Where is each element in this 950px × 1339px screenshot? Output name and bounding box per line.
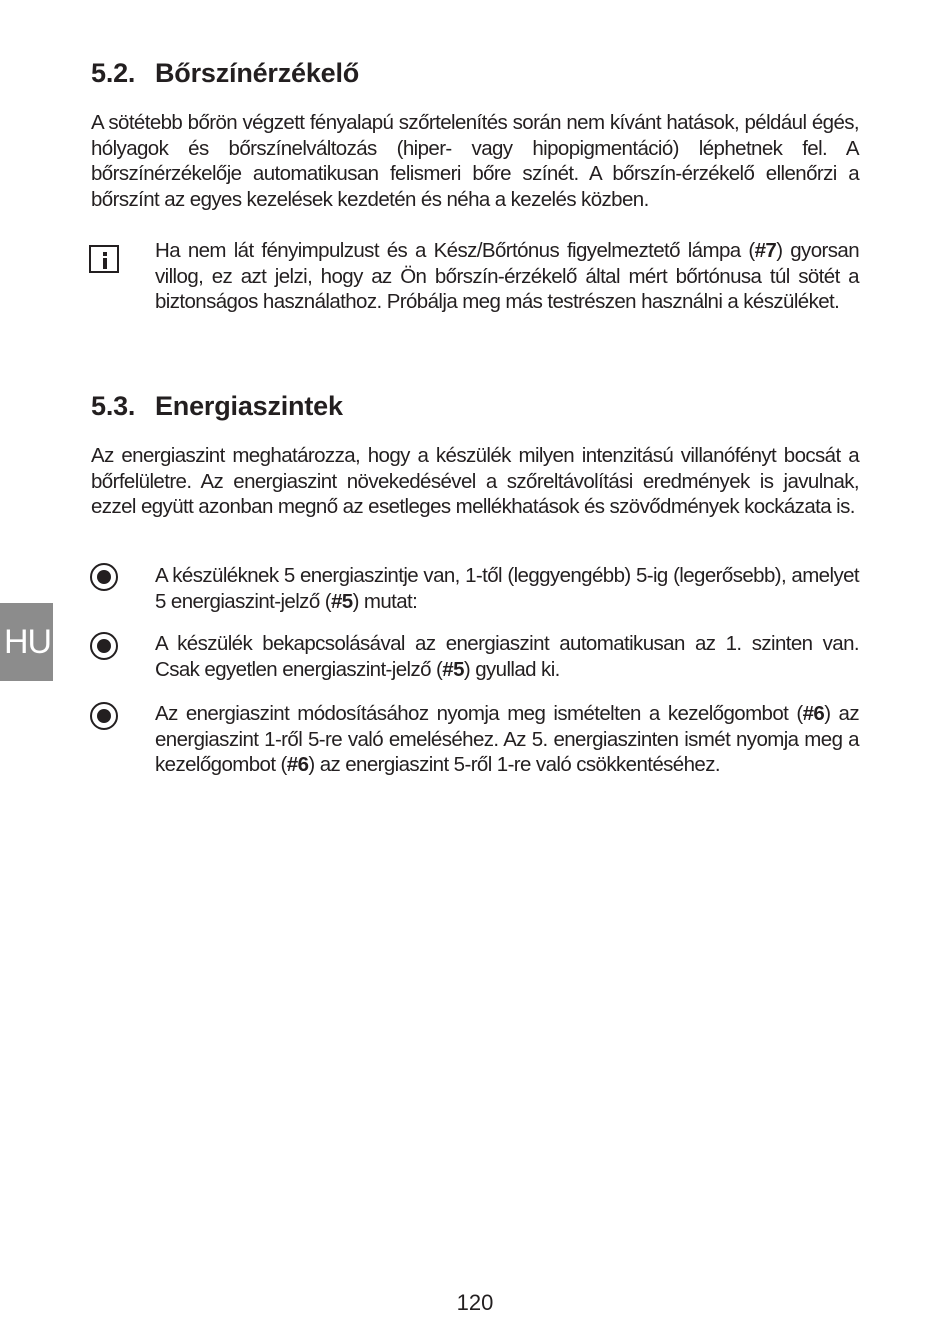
info-note bbox=[155, 238, 859, 315]
language-tab: HU bbox=[0, 603, 53, 681]
bullet-text-after: ) gyullad ki. bbox=[463, 657, 560, 681]
bullet-text-before: Az energiaszint módosításához nyomja meg ismételten a kezelőgombot ( bbox=[155, 702, 803, 725]
section-heading-5-3 bbox=[91, 391, 343, 422]
page-number: 120 bbox=[456, 1290, 494, 1315]
section-5-2-paragraph: A sötétebb bőrön végzett fényalapú szőrtelenítés során nem kívánt hatások, például égés, hólyagok és bőrszínelváltozás (hiper- vagy hipopigmentáció) léphetnek fel. A bőrszínérzékelője automatikusan felismeri bőre színét. A bőrszín-érzékelő ellenőrzi a bőrszínt az egyes kezelések kezdetén és néha a kezelés közben. bbox=[91, 111, 859, 211]
bullet-text-mid: ) az energiaszint 1-ről 5-re való emeléséhez. Az 5. energiaszinten ismét nyomja meg a kezelőgombot ( bbox=[155, 702, 859, 777]
note-ref: #7 bbox=[754, 239, 777, 262]
section-number: 5.2. bbox=[91, 58, 136, 88]
section-5-3-paragraph: Az energiaszint meghatározza, hogy a készülék milyen intenzitású villanófényt bocsát a bőrfelületre. Az energiaszint növekedésével a szőreltávolítási eredmények is javulnak, ezzel együtt azonban megnő az esetleges mellékhatások és szövődmények kockázata is. bbox=[91, 444, 859, 519]
bullet-ref: #5 bbox=[330, 589, 353, 613]
note-text-after: ) gyorsan villog, ez azt jelzi, hogy az Ön bőrszín-érzékelő által mért bőrtónusa túl sötét a biztonságos használathoz. Próbálja meg más testrészen használni a készüléket. bbox=[155, 239, 859, 314]
section-heading-5-2 bbox=[91, 58, 359, 89]
bullet-ref: #6 bbox=[802, 702, 825, 725]
list-item bbox=[155, 563, 859, 614]
radio-bullet-icon bbox=[90, 563, 118, 591]
section-number: 5.3. bbox=[91, 391, 136, 421]
bullet-text-before: A készülék bekapcsolásával az energiaszint automatikusan az 1. szinten van. Csak egyetlen energiaszint-jelző ( bbox=[155, 632, 859, 681]
list-item bbox=[155, 701, 859, 778]
bullet-text-after: ) az energiaszint 5-ről 1-re való csökkentéséhez. bbox=[308, 753, 720, 777]
note-text-before: Ha nem lát fényimpulzust és a Kész/Bőrtónus figyelmeztető lámpa ( bbox=[155, 239, 755, 262]
section-title: Energiaszintek bbox=[155, 391, 343, 421]
bullet-ref: #6 bbox=[286, 753, 309, 777]
bullet-ref: #5 bbox=[442, 657, 464, 681]
radio-bullet-icon bbox=[90, 632, 118, 660]
bullet-text-before: A készüléknek 5 energiaszintje van, 1-től (leggyengébb) 5-ig (legerősebb), amelyet 5 energiaszint-jelző ( bbox=[155, 564, 859, 613]
section-title: Bőrszínérzékelő bbox=[155, 58, 360, 88]
bullet-text-after: ) mutat: bbox=[352, 589, 418, 613]
radio-bullet-icon bbox=[90, 702, 118, 730]
list-item bbox=[155, 631, 859, 682]
info-icon bbox=[89, 245, 119, 273]
